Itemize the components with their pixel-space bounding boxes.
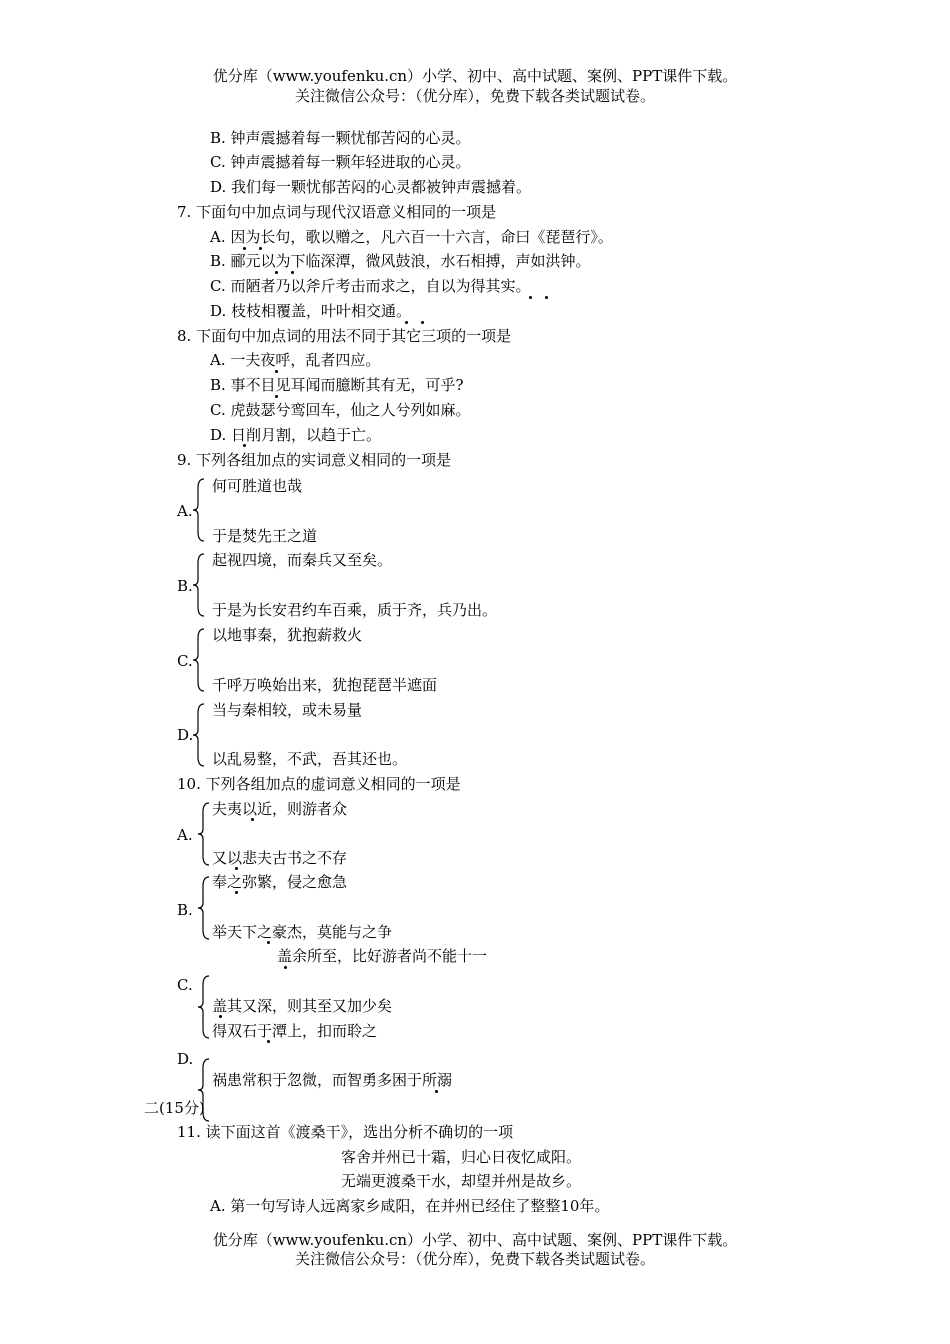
header-line-2: 关注微信公众号：（优分库），免费下载各类试题试卷。 xyxy=(294,87,655,105)
q9-d-label: D. xyxy=(177,726,194,744)
q10-b-top: 奉之弥繁，侵之愈急 xyxy=(212,873,348,891)
poem-line-2: 无端更渡桑干水，却望并州是故乡。 xyxy=(341,1172,582,1190)
emphasis-dot xyxy=(284,966,287,969)
q9-d-top: 当与秦相较，或未易量 xyxy=(212,701,363,719)
poem-line-1: 客舍并州已十霜，归心日夜忆咸阳。 xyxy=(341,1148,582,1166)
q10-b-bottom: 举天下之豪杰，莫能与之争 xyxy=(212,923,393,941)
q8-stem: 8. 下面句中加点词的用法不同于其它三项的一项是 xyxy=(177,327,512,345)
section-heading: 二(15分) xyxy=(144,1099,205,1117)
q6-option-c: C. 钟声震撼着每一颗年轻进取的心灵。 xyxy=(210,153,471,171)
header-line-1: 优分库（www.youfenku.cn）小学、初中、高中试题、案例、PPT课件下载。 xyxy=(212,67,738,85)
emphasis-dot xyxy=(251,818,254,821)
q11-stem: 11. 读下面这首《渡桑干》，选出分析不确切的一项 xyxy=(177,1123,514,1141)
emphasis-dot xyxy=(235,867,238,870)
q8-option-d: D. 日削月割，以趋于亡。 xyxy=(210,426,382,444)
q7-stem: 7. 下面句中加点词与现代汉语意义相同的一项是 xyxy=(177,203,497,221)
footer-line-2: 关注微信公众号：（优分库），免费下载各类试题试卷。 xyxy=(294,1250,655,1268)
q10-a-label: A. xyxy=(177,826,193,844)
q10-c-bottom: 盖其又深，则其至又加少矣 xyxy=(212,997,393,1015)
emphasis-dot xyxy=(243,444,246,447)
q10-c-top: 盖余所至，比好游者尚不能十一 xyxy=(277,947,488,965)
emphasis-dot xyxy=(291,271,294,274)
q9-b-bottom: 于是为长安君约车百乘，质于齐，兵乃出。 xyxy=(212,601,498,619)
brace xyxy=(192,553,206,617)
q10-a-top: 夫夷以近，则游者众 xyxy=(212,800,348,818)
q7-option-a: A. 因为长句，歌以赠之，凡六百一十六言，命曰《琵琶行》。 xyxy=(210,228,613,246)
brace xyxy=(192,628,206,692)
emphasis-dot xyxy=(235,891,238,894)
q7-option-c: C. 而陋者乃以斧斤考击而求之，自以为得其实。 xyxy=(210,277,531,295)
footer-line-1: 优分库（www.youfenku.cn）小学、初中、高中试题、案例、PPT课件下载。 xyxy=(212,1231,738,1249)
q9-b-top: 起视四境，而秦兵又至矣。 xyxy=(212,551,393,569)
q6-option-d: D. 我们每一颗忧郁苦闷的心灵都被钟声震撼着。 xyxy=(210,178,532,196)
q10-stem: 10. 下列各组加点的虚词意义相同的一项是 xyxy=(177,775,461,793)
emphasis-dot xyxy=(275,271,278,274)
emphasis-dot xyxy=(259,247,262,250)
emphasis-dot xyxy=(243,247,246,250)
q9-a-bottom: 于是焚先王之道 xyxy=(212,527,318,545)
q10-a-bottom: 又以悲夫古书之不存 xyxy=(212,849,348,867)
q9-c-label: C. xyxy=(177,652,193,670)
emphasis-dot xyxy=(435,1090,438,1093)
emphasis-dot xyxy=(219,1015,222,1018)
brace xyxy=(192,703,206,767)
q11-option-a: A. 第一句写诗人远离家乡咸阳，在并州已经住了整整10年。 xyxy=(210,1197,610,1215)
q10-d-label: D. xyxy=(177,1050,194,1068)
emphasis-dot xyxy=(421,321,424,324)
emphasis-dot xyxy=(545,296,548,299)
brace xyxy=(192,478,206,542)
q9-c-bottom: 千呼万唤始出来，犹抱琵琶半遮面 xyxy=(212,676,438,694)
q10-b-label: B. xyxy=(177,901,193,919)
q9-c-top: 以地事秦，犹抱薪救火 xyxy=(212,626,363,644)
emphasis-dot xyxy=(275,370,278,373)
brace xyxy=(197,975,211,1039)
q9-d-bottom: 以乱易整，不武，吾其还也。 xyxy=(212,750,408,768)
brace xyxy=(197,802,211,866)
emphasis-dot xyxy=(275,395,278,398)
q10-c-label: C. xyxy=(177,976,193,994)
q6-option-b: B. 钟声震撼着每一颗忧郁苦闷的心灵。 xyxy=(210,129,471,147)
q7-option-d: D. 枝枝相覆盖，叶叶相交通。 xyxy=(210,302,412,320)
q10-d-top: 得双石于潭上，扣而聆之 xyxy=(212,1022,378,1040)
q10-d-bottom: 祸患常积于忽微，而智勇多困于所溺 xyxy=(212,1071,453,1089)
emphasis-dot xyxy=(267,941,270,944)
q9-a-top: 何可胜道也哉 xyxy=(212,477,303,495)
q8-option-b: B. 事不目见耳闻而臆断其有无，可乎? xyxy=(210,376,464,394)
q9-stem: 9. 下列各组加点的实词意义相同的一项是 xyxy=(177,451,452,469)
q8-option-a: A. 一夫夜呼，乱者四应。 xyxy=(210,351,381,369)
q8-option-c: C. 虎鼓瑟兮鸾回车，仙之人兮列如麻。 xyxy=(210,401,471,419)
emphasis-dot xyxy=(267,1040,270,1043)
q7-option-b: B. 郦元以为下临深潭，微风鼓浪，水石相搏，声如洪钟。 xyxy=(210,252,591,270)
q9-a-label: A. xyxy=(177,502,193,520)
emphasis-dot xyxy=(405,321,408,324)
emphasis-dot xyxy=(529,296,532,299)
q9-b-label: B. xyxy=(177,577,193,595)
brace xyxy=(197,876,211,940)
